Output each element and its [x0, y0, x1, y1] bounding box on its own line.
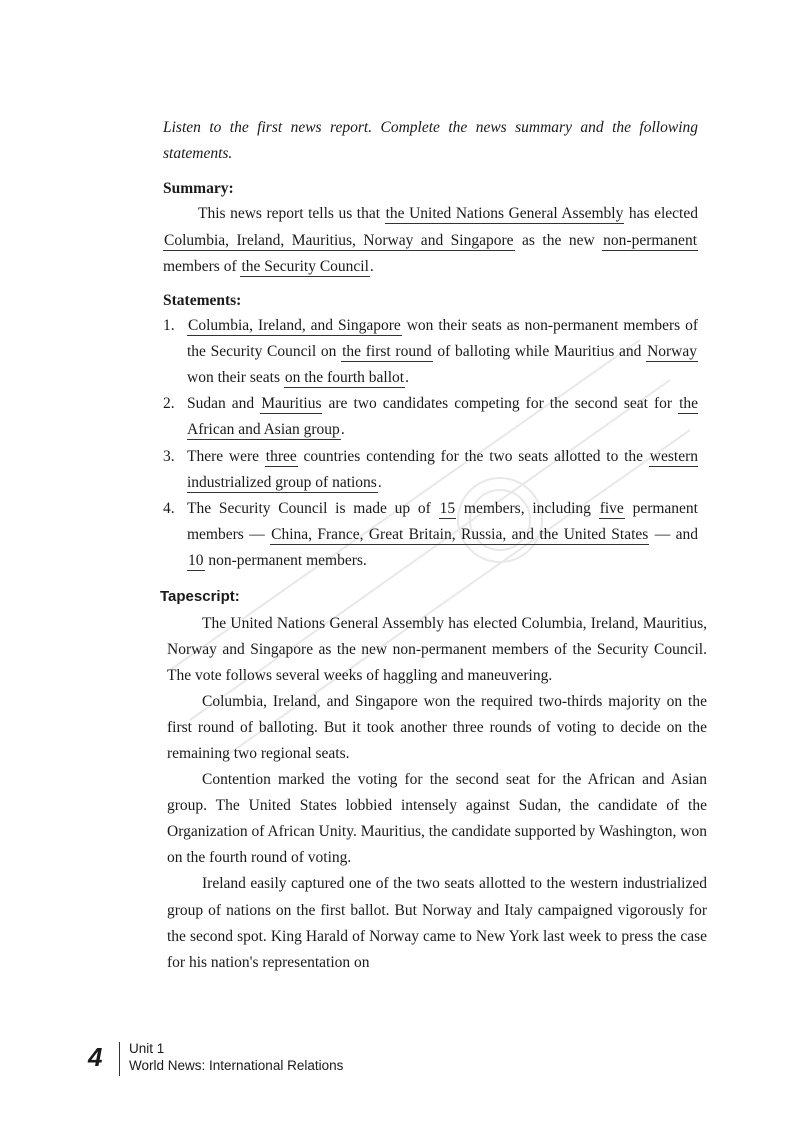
tapescript-paragraph: Columbia, Ireland, and Singapore won the required two-thirds majority on the first round of balloting. But it took another three rounds of voting to decide on the remaining two regional seats.: [167, 692, 707, 762]
answer-blank: 15: [439, 499, 456, 517]
main-content: [160, 115, 707, 976]
text-run: members, including: [456, 499, 599, 517]
tapescript-paragraph: The United Nations General Assembly has elected Columbia, Ireland, Mauritius, Norway and Singapore as the new non-permanent members of the Security Council. The vote follows several weeks of haggling and maneuvering.: [167, 614, 707, 684]
text-run: as the new: [514, 231, 603, 249]
summary-heading: Summary:: [163, 180, 234, 197]
statement-number: 3.: [163, 447, 175, 465]
text-run: .: [340, 421, 345, 439]
statement-number: 2.: [163, 395, 175, 413]
text-run: .: [369, 258, 374, 275]
text-run: members of: [163, 258, 241, 275]
text-run: There were: [187, 447, 265, 465]
statement-number: 1.: [163, 316, 175, 334]
tapescript-paragraph: Contention marked the voting for the second seat for the African and Asian group. The United States lobbied intensely against Sudan, the candidate of the Organization of African Unity. Mauritius, the candidate supported by Washington, won on the fourth round of voting.: [167, 771, 707, 867]
text-run: of balloting while Mauritius and: [432, 342, 647, 360]
summary-section: [163, 177, 698, 281]
text-run: won their seats as non-permanent members of the Security Council on: [187, 316, 698, 360]
tapescript-section: [160, 585, 707, 976]
tapescript-paragraph: Ireland easily captured one of the two seats allotted to the western industrialized group of nations on the first ballot. But Norway and Italy campaigned vigorously for the second spot. King Harald of Norway came to New York last week to press the case for his nation's representation on: [167, 875, 707, 971]
statements-heading: Statements:: [163, 291, 242, 309]
footer-divider: [119, 1042, 120, 1076]
answer-blank: Columbia, Ireland, Mauritius, Norway and Singapore: [164, 231, 514, 249]
unit-title: World News: International Relations: [129, 1058, 344, 1073]
answer-blank: Columbia, Ireland, and Singapore: [188, 316, 401, 334]
tapescript-body: [167, 611, 707, 976]
answer-blank: the first round: [342, 342, 432, 360]
answer-blank: on the fourth ballot: [284, 368, 405, 386]
text-run: are two candidates competing for the second seat for: [322, 395, 679, 413]
answer-blank: the African and Asian group: [187, 395, 698, 439]
answer-blank: 10: [188, 552, 204, 570]
page-number: 4: [88, 1042, 103, 1072]
text-run: won their seats: [187, 368, 284, 386]
statement-item: [163, 391, 698, 443]
answer-blank: western industrialized group of nations: [187, 447, 698, 491]
text-run: — and: [649, 526, 698, 544]
answer-blank: Mauritius: [261, 395, 322, 413]
exercise-instructions: Listen to the first news report. Complete the news summary and the following statements.: [163, 119, 698, 162]
statement-number: 4.: [163, 499, 175, 517]
answer-blank: the United Nations General Assembly: [385, 205, 624, 222]
text-run: non-permanent members.: [204, 552, 367, 570]
answer-blank: three: [265, 447, 297, 465]
answer-blank: non-permanent: [603, 231, 697, 249]
answer-blank: Norway: [647, 342, 698, 360]
text-run: Sudan and: [187, 395, 261, 413]
unit-number: Unit 1: [129, 1041, 165, 1056]
text-run: The Security Council is made up of: [187, 499, 439, 517]
statement-item: [163, 444, 698, 496]
text-run: .: [405, 368, 409, 386]
answer-blank: the Security Council: [241, 258, 369, 275]
statements-section: [163, 289, 698, 575]
statement-item: [163, 496, 698, 575]
statement-item: [163, 313, 698, 392]
text-run: permanent members —: [187, 499, 698, 544]
text-run: has elected: [624, 205, 698, 222]
text-run: This news report tells us that: [198, 205, 385, 222]
answer-blank: five: [599, 499, 624, 517]
unit-label: [129, 1040, 343, 1074]
summary-paragraph: [163, 201, 698, 281]
tapescript-heading: Tapescript:: [160, 587, 240, 605]
text-run: .: [377, 473, 382, 491]
text-run: countries contending for the two seats allotted to the: [297, 447, 649, 465]
statements-list: [163, 313, 698, 575]
answer-blank: China, France, Great Britain, Russia, and the United States: [271, 526, 649, 544]
